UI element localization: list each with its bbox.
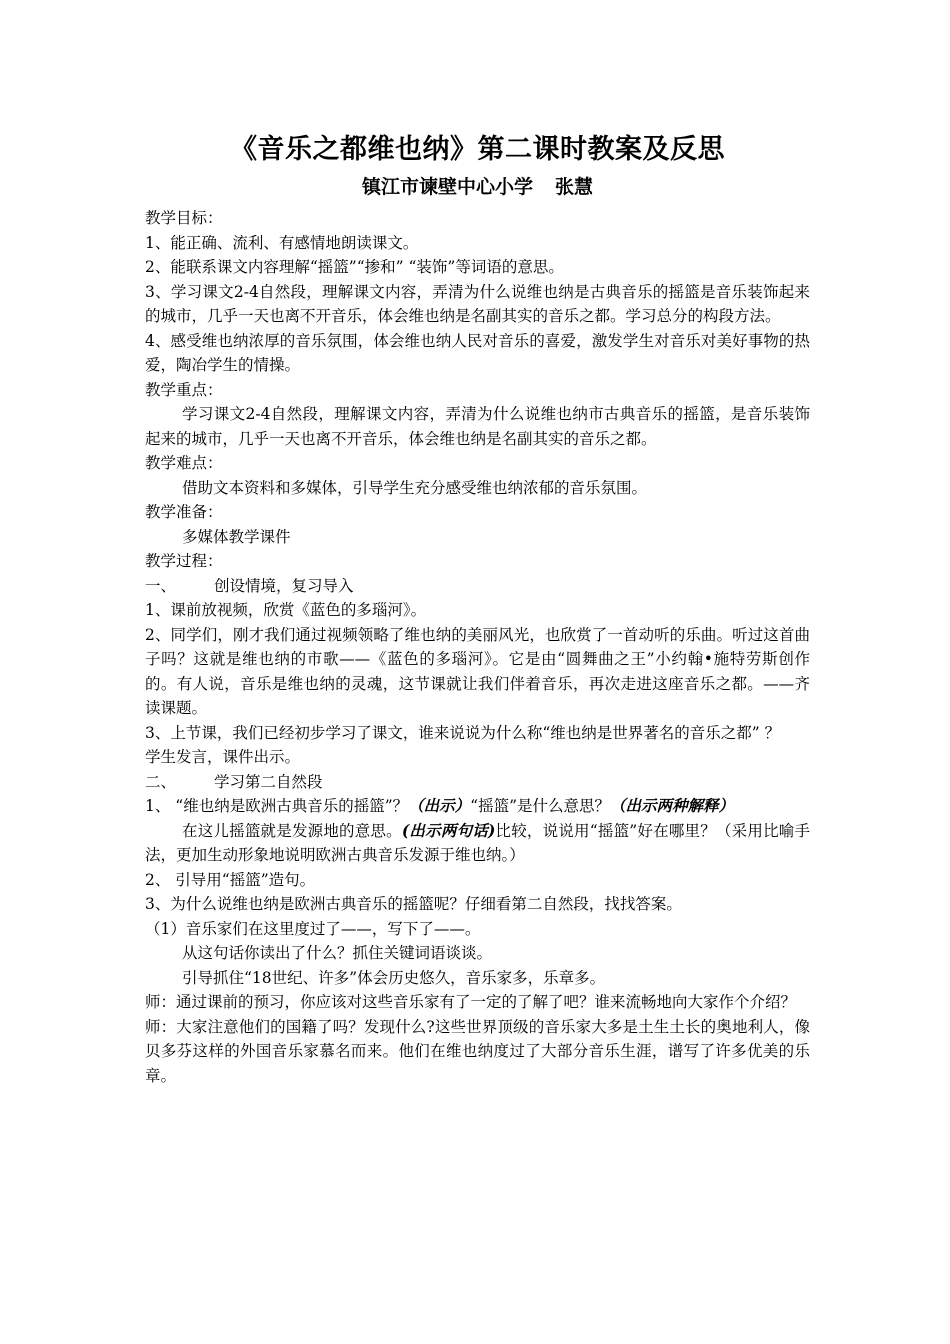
process-item: （1）音乐家们在这里度过了——，写下了——。 — [145, 919, 481, 938]
process-paragraph: 引导抓住“18世纪、许多”体会历史悠久，音乐家多，乐章多。 — [182, 968, 606, 987]
section-1-title: 创设情境，复习导入 — [214, 576, 354, 595]
process-item: 学生发言，课件出示。 — [145, 748, 301, 766]
process-paragraph: 从这句话你读出了什么？抓住关键词语谈谈。 — [182, 944, 493, 962]
objective-item: 4、感受维也纳浓厚的音乐氛围，体会维也纳人民对音乐的喜爱，激发学生对音乐对美好事物的热爱，陶冶学生的情操。 — [145, 331, 810, 374]
process-item: 2、同学们，刚才我们通过视频领略了维也纳的美丽风光，也欣赏了一首动听的乐曲。听过这首曲子吗？这就是维也纳的市歌——《蓝色的多瑙河》。它是由“圆舞曲之王”小约翰•施特劳斯创作的。有人说，音乐是维也纳的灵魂，这节课就让我们伴着音乐，再次走进这座音乐之都。——齐读课题。 — [145, 625, 810, 717]
section-2-title: 学习第二自然段 — [214, 772, 323, 791]
teacher-remark: 师：大家注意他们的国籍了吗？发现什么?这些世界顶级的音乐家大多是土生土长的奥地利人，像贝多芬这样的外国音乐家慕名而来。他们在维也纳度过了大部分音乐生涯，谱写了许多优美的乐章。 — [145, 1017, 810, 1085]
key-points-text: 学习课文2-4自然段，理解课文内容，弄清为什么说维也纳市古典音乐的摇篮，是音乐装饰起来的城市，几乎一天也离不开音乐，体会维也纳是名副其实的音乐之都。 — [145, 405, 810, 448]
objective-item: 3、学习课文2-4自然段，理解课文内容，弄清为什么说维也纳是古典音乐的摇篮是音乐装饰起来的城市，几乎一天也离不开音乐，体会维也纳是名副其实的音乐之都。学习总分的构段方法。 — [145, 282, 810, 325]
item-text: “摇篮”是什么意思？ — [470, 797, 611, 815]
process-heading: 教学过程： — [145, 552, 223, 570]
objective-item: 2、能联系课文内容理解“摇篮”“掺和” “装饰”等词语的意思。 — [145, 258, 564, 276]
process-section — [145, 549, 810, 1088]
process-item: 2、 引导用“摇篮”造句。 — [145, 870, 316, 889]
objectives-section — [145, 206, 810, 378]
preparation-section — [145, 500, 810, 549]
objectives-heading: 教学目标： — [145, 209, 223, 227]
preparation-heading: 教学准备： — [145, 503, 223, 521]
difficulties-heading: 教学难点： — [145, 454, 223, 472]
section-2-heading — [145, 770, 810, 795]
item-text: 1、 “维也纳是欧洲古典音乐的摇篮”？ — [145, 797, 409, 815]
section-2-number: 二、 — [145, 772, 177, 791]
document-page — [145, 128, 810, 1088]
author-name: 张慧 — [555, 176, 594, 198]
process-item: 1、课前放视频，欣赏《蓝色的多瑙河》。 — [145, 601, 427, 619]
objective-item: 1、能正确、流利、有感情地朗读课文。 — [145, 233, 419, 252]
item-note: （出示） — [408, 796, 471, 815]
section-1-number: 一、 — [145, 576, 177, 595]
item-note: （出示两种解释） — [610, 796, 735, 815]
item-note: (出示两句话) — [401, 820, 496, 840]
preparation-text: 多媒体教学课件 — [182, 527, 291, 546]
section-1-heading — [145, 574, 810, 599]
key-points-heading: 教学重点： — [145, 380, 223, 399]
teacher-remark: 师：通过课前的预习，你应该对这些音乐家有了一定的了解了吧？谁来流畅地向大家作个介绍？ — [145, 993, 797, 1011]
difficulties-section — [145, 451, 810, 500]
document-title: 《音乐之都维也纳》第二课时教案及反思 — [230, 134, 725, 165]
author-school: 镇江市谏壁中心小学 — [361, 176, 533, 198]
process-item — [145, 794, 810, 819]
process-item: 3、为什么说维也纳是欧洲古典音乐的摇篮呢？仔细看第二自然段，找找答案。 — [145, 895, 682, 913]
item-text: 比较，说说用“摇篮”好在哪里？（采用比喻手法，更加生动形象地说明欧洲古典音乐发源于维也纳。） — [145, 821, 810, 864]
difficulties-text: 借助文本资料和多媒体，引导学生充分感受维也纳浓郁的音乐氛围。 — [182, 478, 648, 497]
process-paragraph — [145, 819, 810, 868]
author-line — [145, 172, 810, 202]
item-text: 在这儿摇篮就是发源地的意思。 — [182, 821, 402, 840]
process-item: 3、上节课，我们已经初步学习了课文，谁来说说为什么称“维也纳是世界著名的音乐之都” ？ — [145, 723, 781, 742]
key-points-section — [145, 378, 810, 452]
